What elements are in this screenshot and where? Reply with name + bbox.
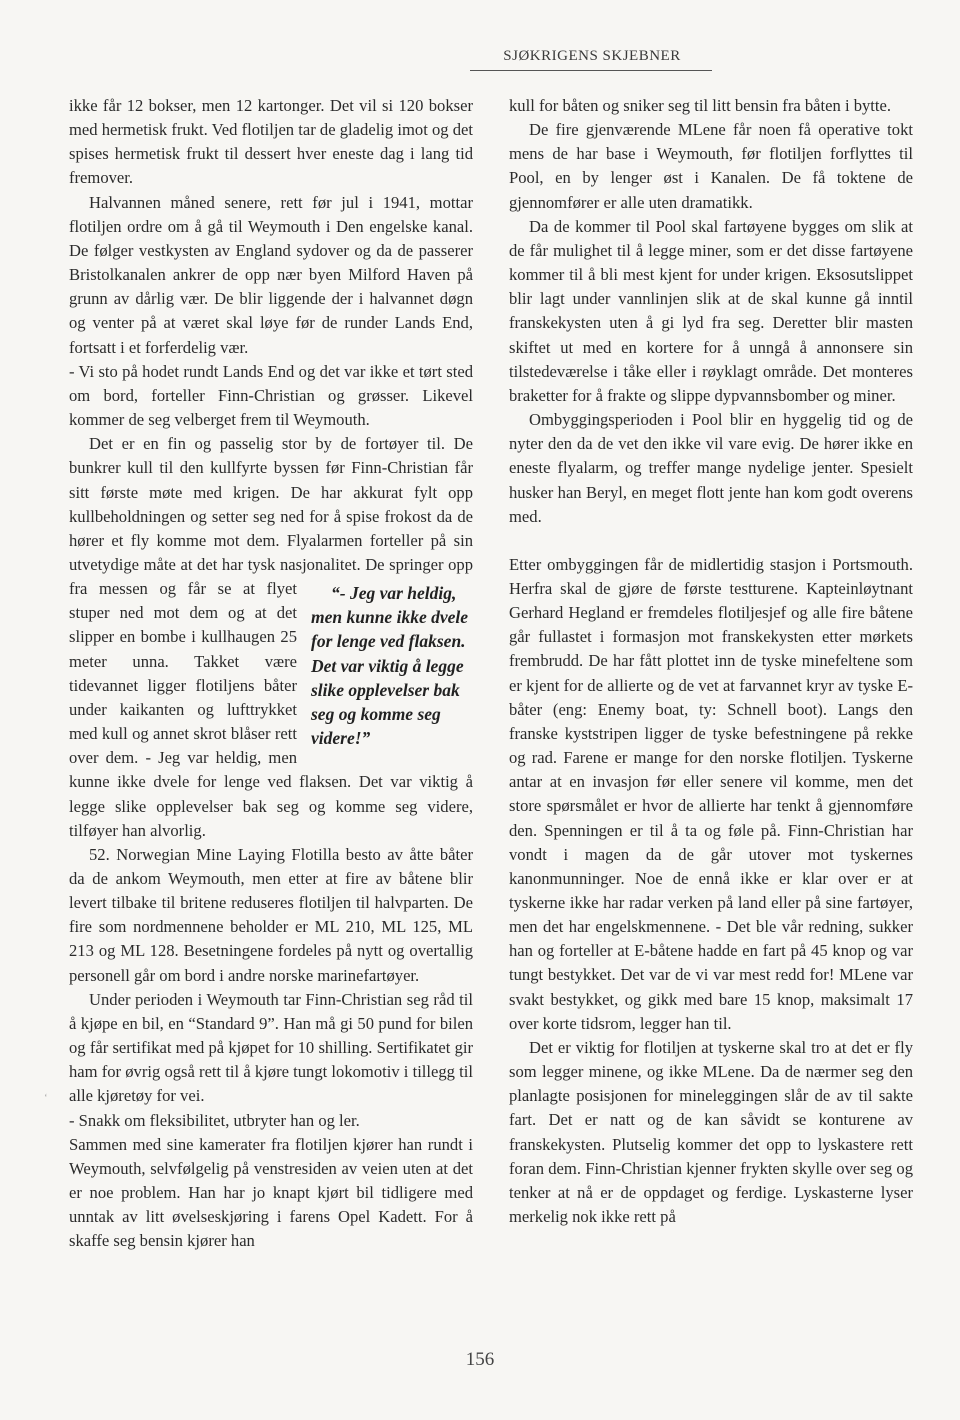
header-rule bbox=[470, 70, 712, 71]
paragraph: - Snakk om fleksibilitet, utbryter han og ler. bbox=[69, 1110, 360, 1130]
left-column bbox=[69, 94, 473, 1254]
running-header: SJØKRIGENS SKJEBNER bbox=[503, 48, 681, 64]
pull-quote: “- Jeg var heldig, men kunne ikke dvele for lenge ved flaksen. Det var viktig å legge slike opplevelser bak seg og komme seg videre!” bbox=[311, 583, 468, 749]
paragraph: De fire gjenværende MLene får noen få operative tokt mens de har base i Weymouth, før flotiljen forflyttes til Pool, en by lenger øst i Kanalen. De få toktene de gjennomfører er alle uten dramatikk. bbox=[509, 120, 913, 212]
paragraph: Halvannen måned senere, rett før jul i 1941, mottar flotiljen ordre om å gå til Weymouth i Den engelske kanal. De følger vestkysten av England sydover og da de passerer Bristolkanalen ankrer de opp nær byen Milford Haven på grunn av dårlig vær. De blir liggende der i halvannet døgn og venter på at været skal løye før de runder Lands End, fortsatt i et forferdelig vær. bbox=[69, 192, 473, 357]
paragraph: Da de kommer til Pool skal fartøyene bygges om slik at de får mulighet til å legge miner, som er det disse fartøyene kommer til å bli mest kjent for under krigen. Eksosutslippet blir lagt under vannlinjen slik at de skal kunne gå inntil franskekysten uten å gi lyd fra seg. Deretter blir masten skiftet ut med en kortere for å unngå å annonsere sin tilstedeværelse i tåke eller i røyklagt område. Det monteres braketter for å frakte og slippe dypvannsbomber og miner. bbox=[509, 216, 913, 405]
paragraph: Etter ombyggingen får de midlertidig stasjon i Portsmouth. Herfra skal de gjøre de første testturene. Kapteinløytnant Gerhard Hegland er fremdeles flotiljesjef og alle fire båtene går fullastet i formasjon mot franskekysten etter mørkets frembrudd. De har fått plottet inn de tyske minefeltene som er kjent for de allierte og de vet at farvannet kryr av tyske E-båter (eng: Enemy boat, ty: Schnell boot). Langs den franske kyststripen ligger de tyske befestningene på rekke og rad. Farene er mange for den norske flotiljen. Tyskerne antar at en invasjon før eller senere vil komme, men det store spørsmålet er hvor de allierte har tenkt å gjennomføre den. Spenningen er til å ta og føle på. Finn-Christian har vondt i magen da de går utover mot tyskernes kanonmunninger. Noe de ennå ikke er klar over er at tyskerne ikke har radar verken på land eller på sine fartøyer, men det har engelskmennene. - Det ble vår redning, sukker han og forteller at E-båtene hadde en fart på 45 knop og var tungt bestykket. Det var de vi var mest redd for! MLene var svakt bestykket, og gikk med bare 15 knop, maksimalt 17 over korte tidsrom, legger han til. bbox=[509, 554, 913, 1033]
paragraph: Sammen med sine kamerater fra flotiljen kjører han rundt i Weymouth, selvfølgelig på venstresiden av veien uten at det er noe problem. Han har jo knapt kjørt bil tidligere med unntak av litt øvelseskjøring i farens Opel Kadett. For å skaffe seg bensin kjører han bbox=[69, 1134, 473, 1251]
page-number: 156 bbox=[465, 1349, 495, 1370]
right-column bbox=[509, 94, 913, 1229]
paragraph: 52. Norwegian Mine Laying Flotilla besto av åtte båter da de ankom Weymouth, men etter at fire av båtene blir levert tilbake til britene reduseres flotiljen til halvparten. De fire som nordmennene beholder er ML 210, ML 125, ML 213 og ML 128. Besetningene fordeles på nytt og overtallig personell går om bord i andre norske marinefartøyer. bbox=[69, 844, 473, 985]
paragraph: kull for båten og sniker seg til litt bensin fra båten i bytte. bbox=[509, 96, 892, 115]
paragraph: Det er viktig for flotiljen at tyskerne skal tro at det er fly som legger minene, og ikke MLene. Da de nærmer seg den planlagte posisjonen for mineleggingen slår de av til sakte fart. Det er natt og de kan såvidt se konturene av franskekysten. Plutselig kommer det opp to lyskastere rett foran dem. Finn-Christian kjenner frykten skylle over seg og tenker at nå er de oppdaget og ferdige. Lyskasterne lyser merkelig nok ikke rett på bbox=[509, 1037, 913, 1227]
paragraph: Ombyggingsperioden i Pool blir en hyggelig tid og de nyter den da de vet den ikke vil vare evig. De hører ikke en eneste flyalarm, og treffer mange nydelige jenter. Spesielt husker han Beryl, en meget flott jente han kom godt overens med. bbox=[509, 410, 913, 526]
paragraph: Under perioden i Weymouth tar Finn-Christian seg råd til å kjøpe en bil, en “Standard 9”. Han må gi 50 pund for bilen og får sertifikat med på kjøpet for 10 shilling. Sertifikatet gir ham for øvrig også rett til å kjøre tungt lokomotiv i tillegg til alle kjøretøy for vei. bbox=[69, 989, 473, 1106]
paragraph: Det er en fin og passelig stor by de fortøyer til. De bunkrer kull til den kullfyrte byssen før Finn-Christian får sitt første møte med krigen. De har akkurat fylt opp kullbeholdningen og setter seg ned for å spise frokost da de hører et fly komme mot dem. Flyalarmen forteller på sin utvetydige måte at det har tysk nasjonalitet. “- Jeg var heldig, men kunne ikke dvele for lenge ved flaksen. Det var viktig å legge slike opplevelser bak seg og komme seg videre!” De springer opp fra messen og får se at flyet stuper ned mot dem og at det slipper en bombe i kullhaugen 25 meter unna. Takket være tidevannet ligger flotiljens båter under kaikanten og lufttrykket med kull og annet skrot blåser rett over dem. - Jeg var heldig, men kunne ikke dvele for lenge ved flaksen. Det var viktig å legge slike opplevelser bak seg og komme seg videre, tilføyer han alvorlig. bbox=[69, 434, 473, 840]
paragraph: - Vi sto på hodet rundt Lands End og det var ikke et tørt sted om bord, forteller Finn-Christian og grøsser. Likevel kommer de seg velberget frem til Weymouth. bbox=[69, 361, 473, 430]
margin-mark: ʻ bbox=[44, 1092, 48, 1104]
paragraph: ikke får 12 bokser, men 12 kartonger. Det vil si 120 bokser med hermetisk frukt. Ved flotiljen tar de gladelig imot og det spises hermetisk frukt til dessert hver eneste dag i lang tid fremover. bbox=[69, 96, 473, 188]
